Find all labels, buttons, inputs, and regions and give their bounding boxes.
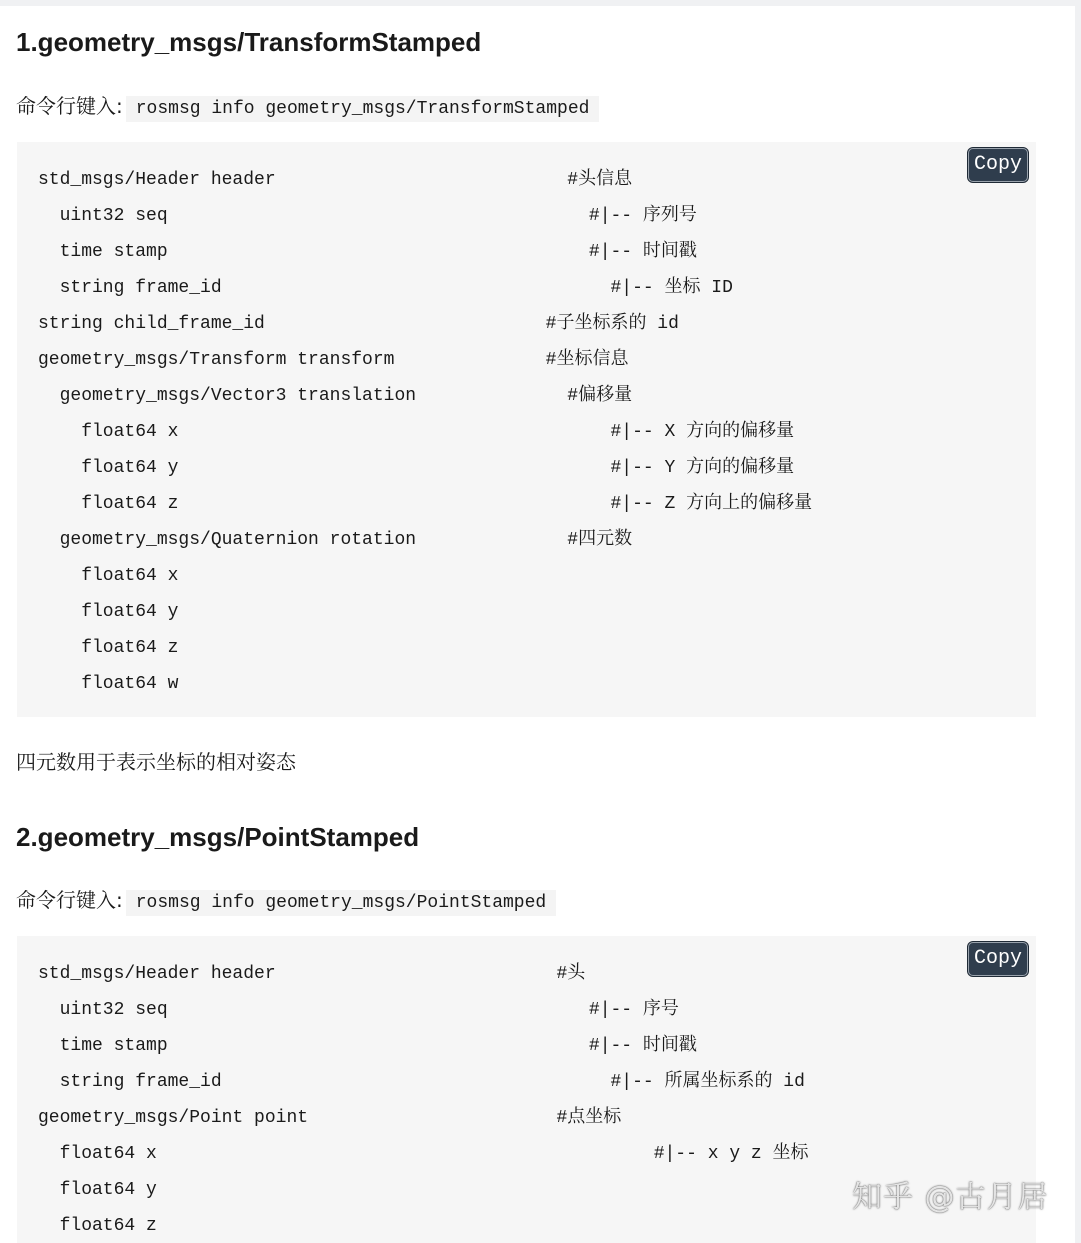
- code-line: float64 x #|-- x y z 坐标: [38, 1144, 809, 1164]
- code-line: geometry_msgs/Vector3 translation #偏移量: [38, 386, 633, 406]
- command-label: 命令行键入:: [16, 94, 123, 118]
- code-lines: [38, 162, 812, 702]
- code-line: float64 y: [38, 1180, 157, 1200]
- code-line: time stamp #|-- 时间戳: [38, 242, 697, 262]
- code-line: float64 x: [38, 566, 179, 586]
- code-line: float64 y: [38, 602, 179, 622]
- inline-command: rosmsg info geometry_msgs/TransformStamped: [126, 96, 600, 122]
- code-line: string child_frame_id #子坐标系的 id: [38, 314, 679, 334]
- copy-button[interactable]: Copy: [968, 148, 1028, 182]
- code-line: geometry_msgs/Point point #点坐标: [38, 1108, 622, 1128]
- code-line: geometry_msgs/Transform transform #坐标信息: [38, 350, 629, 370]
- code-line: geometry_msgs/Quaternion rotation #四元数: [38, 530, 633, 550]
- section-heading-transform-stamped: 1.geometry_msgs/TransformStamped: [16, 27, 482, 57]
- code-line: uint32 seq #|-- 序列号: [38, 206, 697, 226]
- command-paragraph: [16, 91, 599, 124]
- code-line: std_msgs/Header header #头信息: [38, 170, 633, 190]
- code-line: float64 x #|-- X 方向的偏移量: [38, 422, 795, 442]
- copy-button[interactable]: Copy: [968, 942, 1028, 976]
- code-line: uint32 seq #|-- 序号: [38, 1000, 679, 1020]
- code-line: float64 z: [38, 1216, 157, 1236]
- code-line: float64 y #|-- Y 方向的偏移量: [38, 458, 795, 478]
- code-line: time stamp #|-- 时间戳: [38, 1036, 697, 1056]
- code-line: float64 z #|-- Z 方向上的偏移量: [38, 494, 813, 514]
- code-line: string frame_id #|-- 所属坐标系的 id: [38, 1072, 805, 1092]
- code-line: string frame_id #|-- 坐标 ID: [38, 278, 733, 298]
- code-block-transform-stamped: [17, 142, 1036, 717]
- inline-command: rosmsg info geometry_msgs/PointStamped: [126, 890, 556, 916]
- article-content: [0, 6, 1075, 1243]
- quaternion-note: 四元数用于表示坐标的相对姿态: [16, 750, 296, 774]
- section-heading-point-stamped: 2.geometry_msgs/PointStamped: [16, 822, 420, 852]
- command-label: 命令行键入:: [16, 888, 123, 912]
- code-line: float64 w: [38, 674, 179, 694]
- code-lines: [38, 956, 809, 1243]
- command-paragraph: [16, 885, 556, 918]
- code-line: std_msgs/Header header #头: [38, 964, 586, 984]
- zhihu-watermark: 知乎 @古月居: [852, 1180, 1049, 1215]
- code-line: float64 z: [38, 638, 179, 658]
